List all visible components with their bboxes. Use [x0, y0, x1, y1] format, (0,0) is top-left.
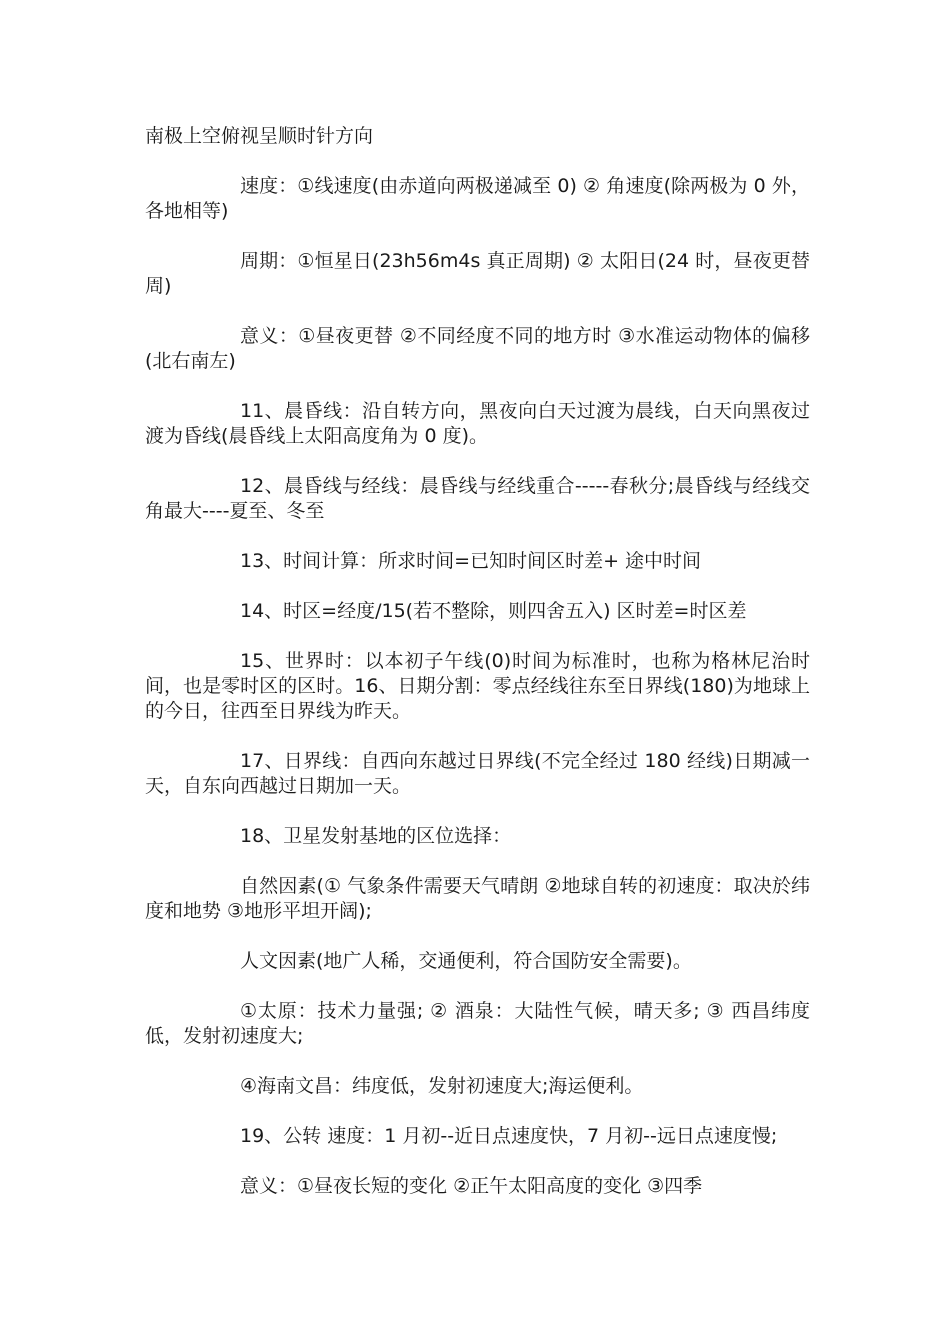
paragraph-revolution-speed: 19、公转 速度：1 月初--近日点速度快，7 月初--远日点速度慢;: [240, 1125, 778, 1147]
paragraph-human-factors: 人文因素(地广人稀，交通便利，符合国防安全需要)。: [240, 950, 692, 972]
document-body: [145, 124, 810, 1224]
paragraph-terminator-meridian: 12、晨昏线与经线：晨昏线与经线重合-----春秋分;晨昏线与经线交角最大----夏至、冬至: [145, 475, 810, 522]
paragraph-rotation-significance: 意义：①昼夜更替 ②不同经度不同的地方时 ③水准运动物体的偏移(北右南左): [145, 325, 810, 372]
paragraph-launch-sites-list: ①太原：技术力量强; ② 酒泉：大陆性气候，晴天多; ③ 西昌纬度低，发射初速度大;: [145, 1000, 810, 1047]
paragraph-rotation-speed: 速度：①线速度(由赤道向两极递减至 0) ② 角速度(除两极为 0 外，各地相等): [145, 175, 810, 222]
paragraph-rotation-direction: 南极上空俯视呈顺时针方向: [145, 125, 374, 147]
paragraph-time-calculation: 13、时间计算：所求时间=已知时间区时差+ 途中时间: [240, 550, 702, 572]
paragraph-revolution-significance: 意义：①昼夜长短的变化 ②正午太阳高度的变化 ③四季: [240, 1175, 703, 1197]
paragraph-universal-time: 15、世界时：以本初子午线(0)时间为标准时，也称为格林尼治时间，也是零时区的区时。16、日期分割：零点经线往东至日界线(180)为地球上的今日，往西至日界线为昨天。: [145, 650, 810, 722]
paragraph-natural-factors: 自然因素(① 气象条件需要天气晴朗 ②地球自转的初速度：取决於纬度和地势 ③地形平坦开阔);: [145, 875, 810, 922]
paragraph-launch-site: 18、卫星发射基地的区位选择：: [240, 825, 512, 847]
paragraph-terminator: 11、晨昏线：沿自转方向，黑夜向白天过渡为晨线，白天向黑夜过渡为昏线(晨昏线上太阳高度角为 0 度)。: [145, 400, 810, 447]
paragraph-date-line: 17、日界线：自西向东越过日界线(不完全经过 180 经线)日期减一天，自东向西越过日期加一天。: [145, 750, 810, 797]
paragraph-time-zone: 14、时区=经度/15(若不整除，则四舍五入) 区时差=时区差: [240, 600, 747, 622]
paragraph-rotation-period: 周期：①恒星日(23h56m4s 真正周期) ② 太阳日(24 时，昼夜更替周): [145, 250, 810, 297]
paragraph-wenchang: ④海南文昌：纬度低，发射初速度大;海运便利。: [240, 1075, 644, 1097]
